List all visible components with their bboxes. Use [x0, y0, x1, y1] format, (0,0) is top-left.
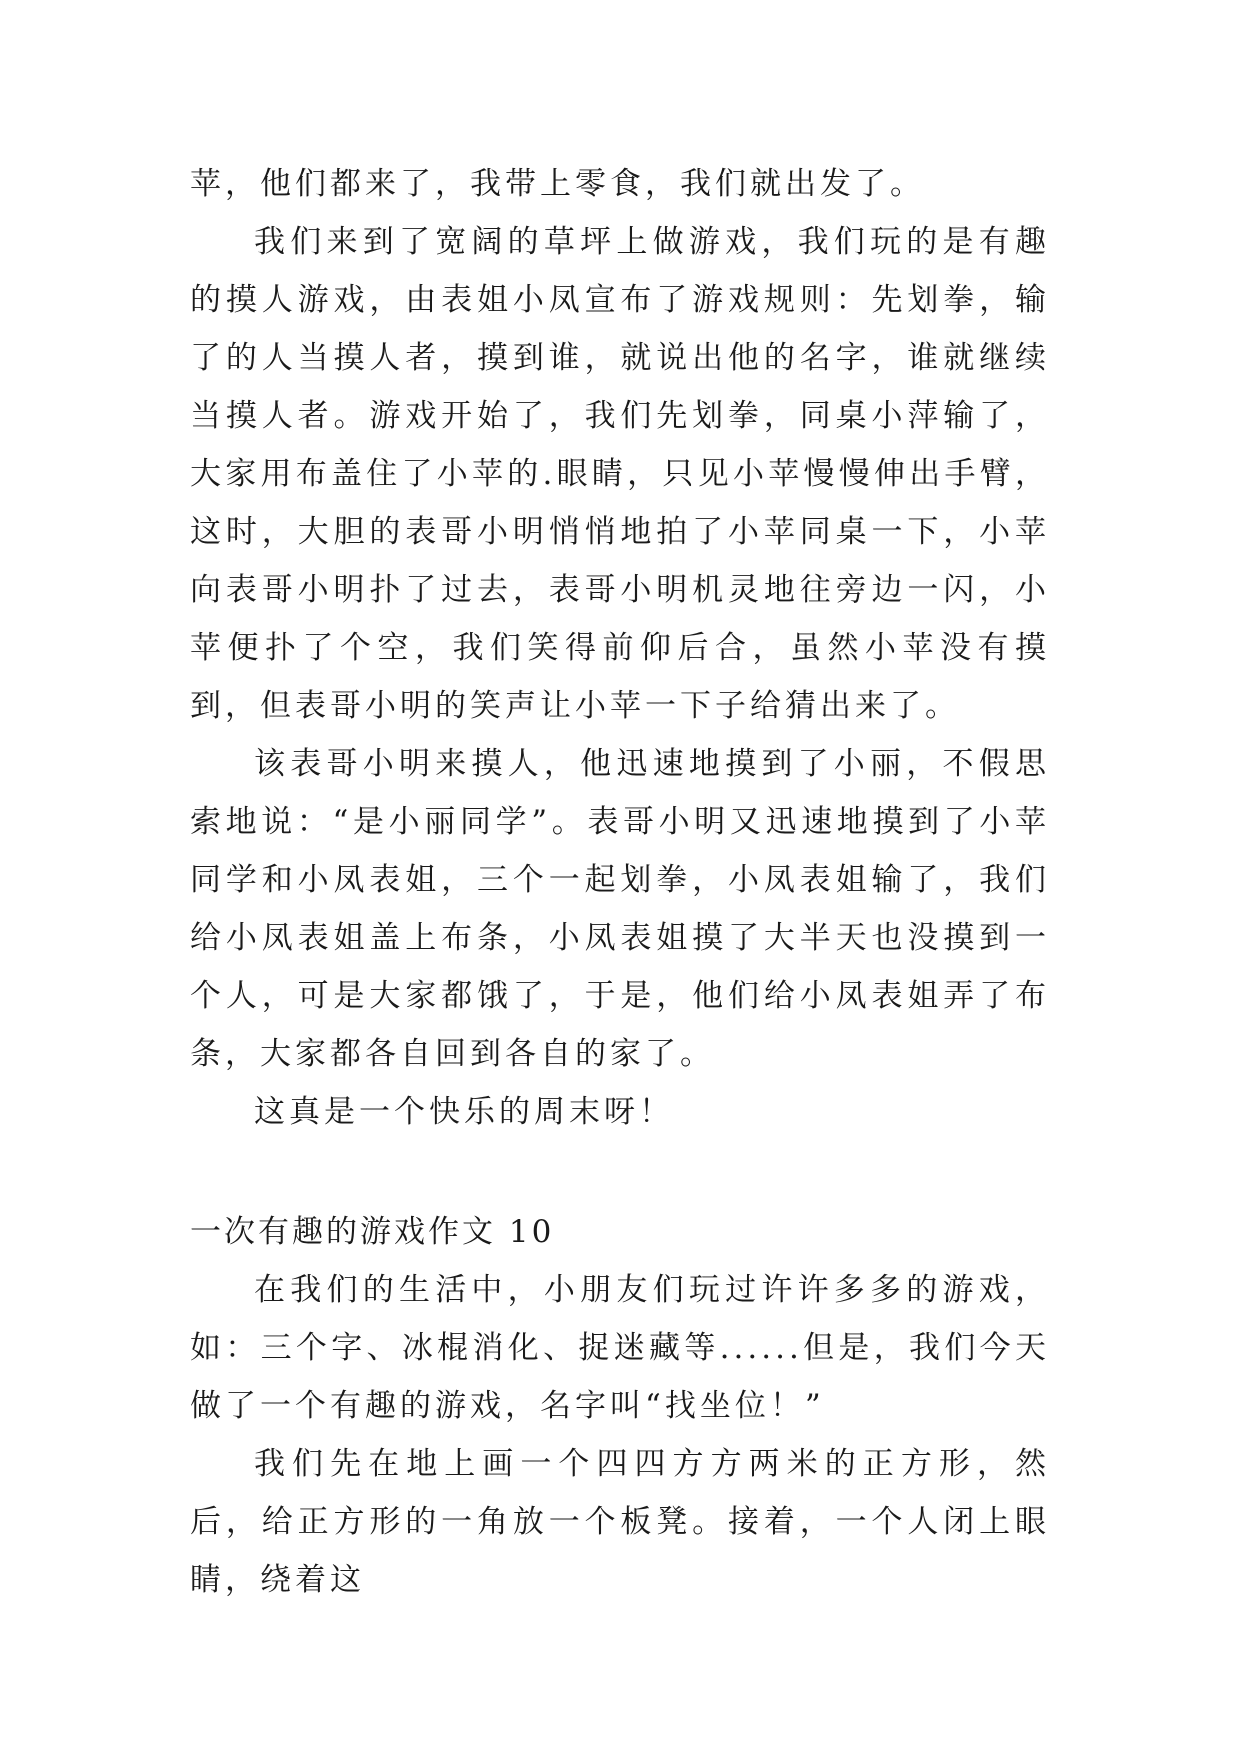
paragraph: 该表哥小明来摸人，他迅速地摸到了小丽，不假思索地说：“是小丽同学”。表哥小明又迅速地摸到了小苹同学和小凤表姐，三个一起划拳，小凤表姐输了，我们给小凤表姐盖上布条，小凤表姐摸了大半天也没摸到一个人，可是大家都饿了，于是，他们给小凤表姐弄了布条，大家都各自回到各自的家了。	[190, 746, 1050, 1072]
paragraph: 在我们的生活中，小朋友们玩过许许多多的游戏，如：三个字、冰棍消化、捉迷藏等......但是，我们今天做了一个有趣的游戏，名字叫“找坐位！”	[190, 1272, 1050, 1424]
paragraph-continued: 苹，他们都来了，我带上零食，我们就出发了。	[190, 166, 925, 202]
essay-section-10	[190, 1203, 1050, 1609]
essay-body	[190, 155, 1050, 1141]
section-title: 一次有趣的游戏作文 10	[190, 1214, 555, 1250]
paragraph: 这真是一个快乐的周末呀！	[254, 1094, 674, 1130]
paragraph: 我们来到了宽阔的草坪上做游戏，我们玩的是有趣的摸人游戏，由表姐小凤宣布了游戏规则：先划拳，输了的人当摸人者，摸到谁，就说出他的名字，谁就继续当摸人者。游戏开始了，我们先划拳，同桌小萍输了，大家用布盖住了小苹的.眼睛，只见小苹慢慢伸出手臂，这时，大胆的表哥小明悄悄地拍了小苹同桌一下，小苹向表哥小明扑了过去，表哥小明机灵地往旁边一闪，小苹便扑了个空，我们笑得前仰后合，虽然小苹没有摸到，但表哥小明的笑声让小苹一下子给猜出来了。	[190, 224, 1050, 724]
paragraph: 我们先在地上画一个四四方方两米的正方形，然后，给正方形的一角放一个板凳。接着，一个人闭上眼睛，绕着这	[190, 1446, 1050, 1598]
